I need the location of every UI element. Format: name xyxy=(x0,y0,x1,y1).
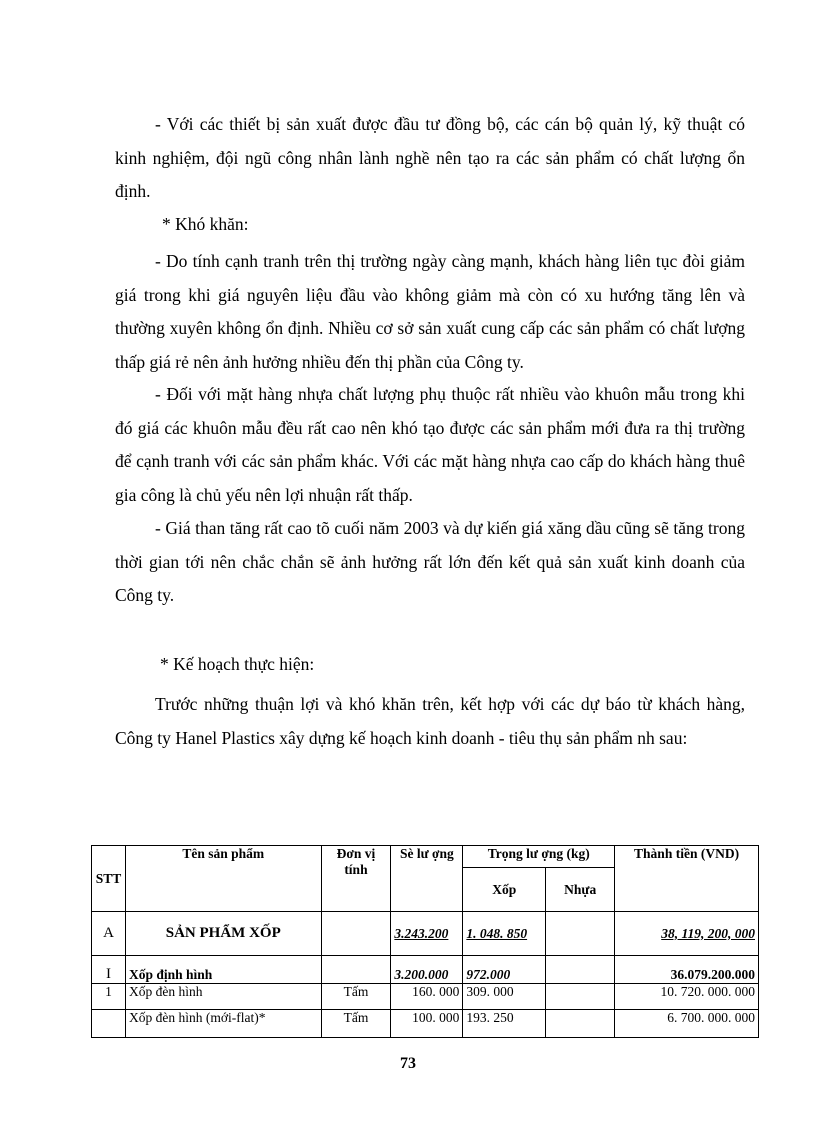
paragraph-difficulty-competition: - Do tính cạnh tranh trên thị trường ngày càng mạnh, khách hàng liên tục đòi giảm giá trong khi giá nguyên liệu đầu vào không giảm mà còn có xu hướng tăng lên và thường xuyên không ổn định. Nhiều cơ sở sản xuất cung cấp các sản phẩm có chất lượng thấp giá rẻ nên ảnh hưởng nhiều đến thị phần của Công ty. xyxy=(115,251,745,372)
row-product-name: SẢN PHẨM XỐP xyxy=(125,912,321,956)
paragraph-advantages-equipment: - Với các thiết bị sản xuất được đầu tư đồng bộ, các cán bộ quản lý, kỹ thuật có kinh nghiệm, đội ngũ công nhân lành nghề nên tạo ra các sản phẩm có chất lượng ổn định. xyxy=(115,114,745,201)
header-weight-foam: Xốp xyxy=(463,868,546,912)
row-amount: 38, 119, 200, 000 xyxy=(615,912,759,956)
row-product-name: Xốp đèn hình xyxy=(125,984,321,1010)
header-weight-plastic: Nhựa xyxy=(546,868,615,912)
header-stt: STT xyxy=(92,846,126,912)
production-plan-table xyxy=(91,845,759,1038)
row-amount: 6. 700. 000. 000 xyxy=(615,1010,759,1038)
row-quantity: 100. 000 xyxy=(391,1010,463,1038)
row-quantity: 3.243.200 xyxy=(391,912,463,956)
row-product-name: Xốp định hình xyxy=(125,956,321,984)
paragraph-plan-intro: Trước những thuận lợi và khó khăn trên, kết hợp với các dự báo từ khách hàng, Công ty Hanel Plastics xây dựng kế hoạch kinh doanh - tiêu thụ sản phẩm nh sau: xyxy=(115,694,745,748)
row-quantity: 160. 000 xyxy=(391,984,463,1010)
heading-difficulties: * Khó khăn: xyxy=(162,214,249,234)
row-unit xyxy=(321,912,391,956)
heading-implementation-plan: * Kế hoạch thực hiện: xyxy=(160,654,315,674)
table-row xyxy=(92,956,759,984)
header-amount: Thành tiền (VND) xyxy=(615,846,759,912)
table-row xyxy=(92,984,759,1010)
row-stt: A xyxy=(92,912,126,956)
row-amount: 36.079.200.000 xyxy=(615,956,759,984)
page-number: 73 xyxy=(400,1055,416,1072)
row-stt: I xyxy=(92,956,126,984)
row-weight-foam: 1. 048. 850 xyxy=(463,912,546,956)
row-weight-foam: 972.000 xyxy=(463,956,546,984)
row-quantity: 3.200.000 xyxy=(391,956,463,984)
row-weight-plastic xyxy=(546,1010,615,1038)
row-weight-foam: 309. 000 xyxy=(463,984,546,1010)
row-stt xyxy=(92,1010,126,1038)
paragraph-difficulty-fuel-price: - Giá than tăng rất cao tõ cuối năm 2003 và dự kiến giá xăng dầu cũng sẽ tăng trong thời gian tới nên chắc chắn sẽ ảnh hưởng rất lớn đến kết quả sản xuất kinh doanh của Công ty. xyxy=(115,518,745,605)
row-weight-plastic xyxy=(546,984,615,1010)
header-weight: Trọng lư ợng (kg) xyxy=(463,846,615,868)
row-amount: 10. 720. 000. 000 xyxy=(615,984,759,1010)
row-unit xyxy=(321,956,391,984)
row-product-name: Xốp đèn hình (mới-flat)* xyxy=(125,1010,321,1038)
row-weight-plastic xyxy=(546,912,615,956)
table-row xyxy=(92,912,759,956)
row-weight-plastic xyxy=(546,956,615,984)
header-unit: Đơn vị tính xyxy=(321,846,391,912)
paragraph-difficulty-molds: - Đối với mặt hàng nhựa chất lượng phụ thuộc rất nhiều vào khuôn mẫu trong khi đó giá các khuôn mẫu đều rất cao nên khó tạo được các sản phẩm mới đưa ra thị trường để cạnh tranh với các sản phẩm khác. Với các mặt hàng nhựa cao cấp do khách hàng thuê gia công là chủ yếu nên lợi nhuận rất thấp. xyxy=(115,384,745,505)
row-unit: Tấm xyxy=(321,984,391,1010)
header-quantity: Sè lư ợng xyxy=(391,846,463,912)
table-row xyxy=(92,1010,759,1038)
row-stt: 1 xyxy=(92,984,126,1010)
row-weight-foam: 193. 250 xyxy=(463,1010,546,1038)
row-unit: Tấm xyxy=(321,1010,391,1038)
header-product-name: Tên sản phẩm xyxy=(125,846,321,912)
